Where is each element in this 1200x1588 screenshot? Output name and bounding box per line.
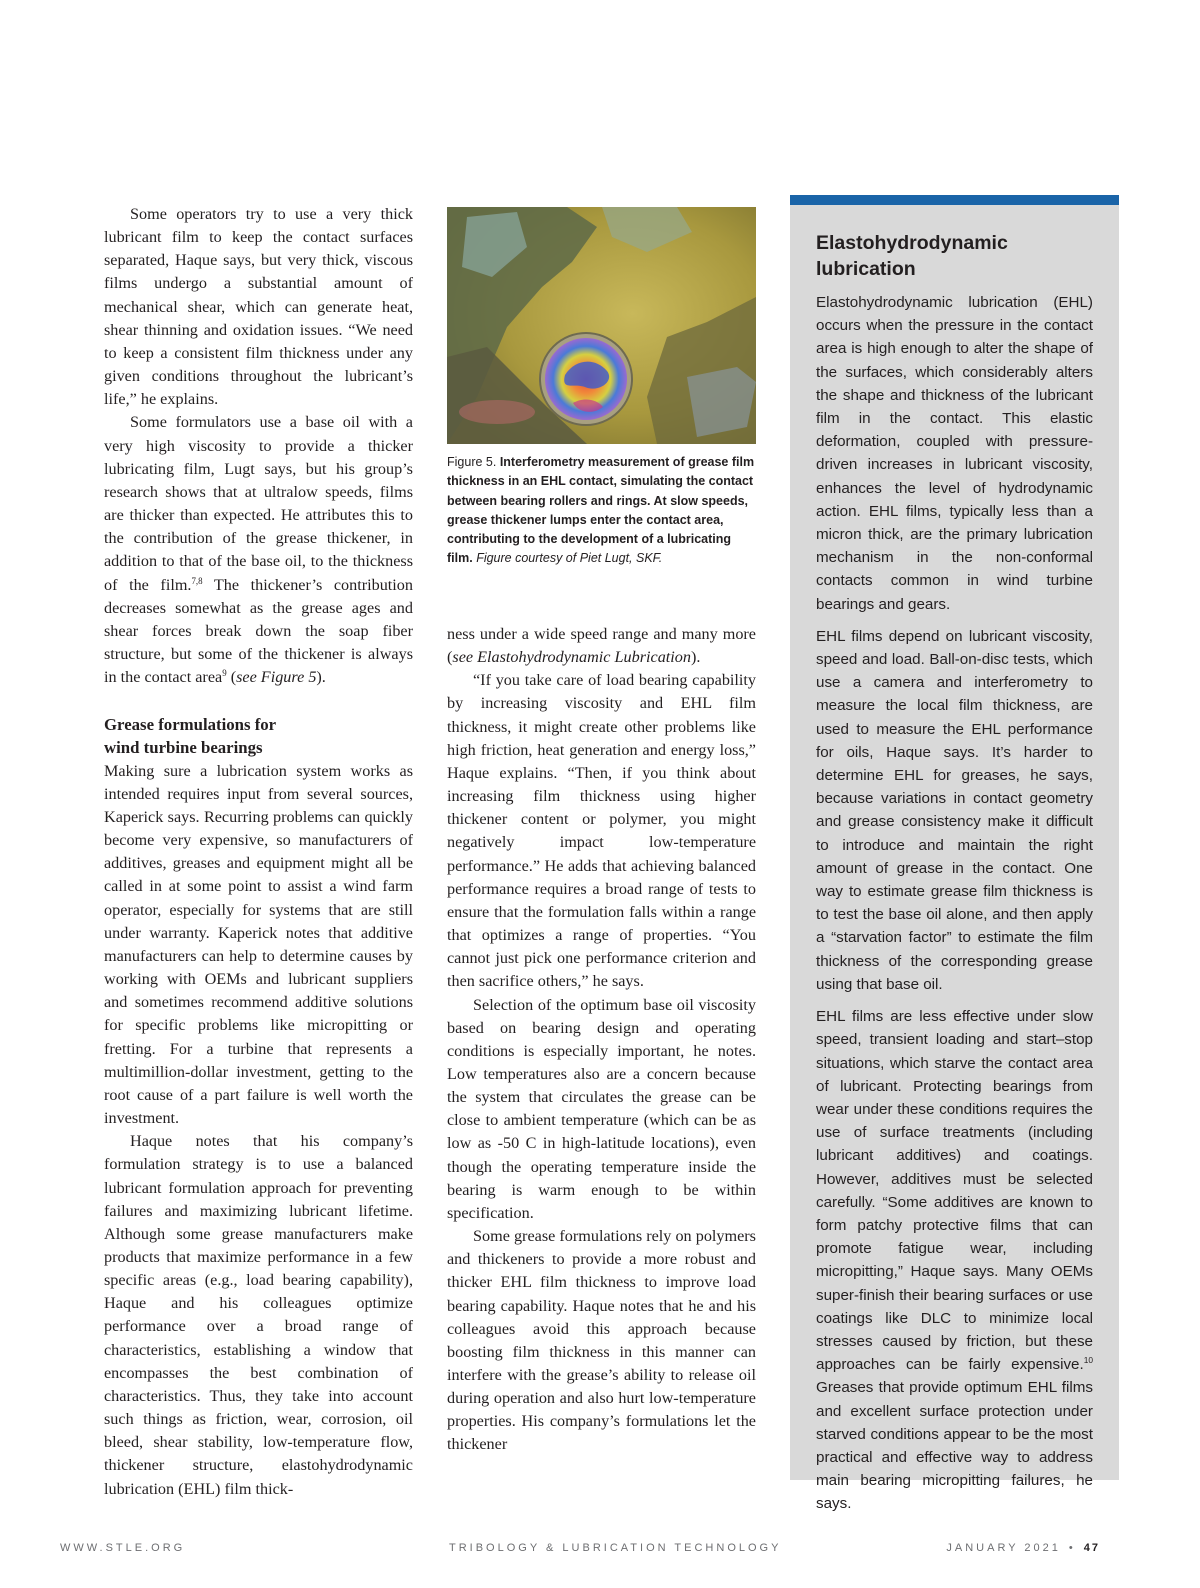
footer-date: JANUARY 2021 [946,1542,1061,1554]
body-paragraph: ness under a wide speed range and many more (see Elastohydrodynamic Lubrication). [447,625,756,667]
footer-separator: • [1068,1542,1076,1554]
body-paragraph: Selection of the optimum base oil viscosity based on bearing design and operating conditions is especially important, he notes. Low temperatures also are a concern because the system that circulates the grease can be close to ambient temperature (which can be as low as -50 C in high-latitude locations), even though the operating temperature inside the bearing is warm enough to be within specification. [447,995,756,1222]
body-paragraph: Haque notes that his company’s formulation strategy is to use a balanced lubricant formulation approach for preventing failures and maximizing lubricant lifetime. Although some grease manufacturers make products that maximize performance in a few specific areas (e.g., load bearing capability), Haque and his colleagues optimize performance over a broad range of characteristics, establishing a window that encompasses the best combination of characteristics. Thus, they take into account such things as friction, wear, corrosion, oil bleed, shear stability, low-temperature flow, thickener structure, elastohydrodynamic lubrication (EHL) film thick- [104,1132,413,1498]
sidebar-reference: see Elastohydrodynamic Lubrication [452,648,691,667]
body-paragraph: Some grease formulations rely on polymers and thickeners to provide a more robust and thicker EHL film thickness to improve load bearing capability. Haque notes that he and his colleagues avoid this approach because boosting film thickness in this manner can interfere with the grease’s ability to release oil during operation and also hurt low-temperature properties. His company’s formulations let the thickener [447,1227,756,1454]
page-number: 47 [1083,1542,1100,1554]
body-paragraph: Making sure a lubrication system works as intended requires input from several sources, Kaperick says. Recurring problems can quickly become very expensive, so manufacturers of additives, greases and equipment might all be called in at some point to assist a wind farm operator, especially for systems that are still under warranty. Kaperick notes that additive manufacturers can help to determine causes by working with OEMs and lubricant suppliers and sometimes recommend additive solutions for specific problems like micropitting or fretting. For a turbine that represents a multimillion-dollar investment, getting to the root cause of a part failure is well worth the investment. [104,761,413,1128]
sidebar-paragraph: EHL films are less effective under slow speed, transient loading and start–stop situations, which starve the contact area of lubricant. Protecting bearings from wear under these conditions requires the use of surface treatments (including lubricant additives) and coatings. However, additives must be selected carefully. “Some additives are known to form patchy protective films that can promote fatigue wear, including micropitting,” Haque says. Many OEMs super-finish their bearing surfaces or use coatings like DLC to minimize local stresses caused by friction, but these approaches can be fairly expensive.$^{10}$ Greases that provide optimum EHL films and excellent surface protection under starved conditions appear to be the most practical and effective way to address main bearing micropitting failures, he says. [816,1008,1093,1513]
figure-5-image [447,207,756,444]
figure-reference: see Figure 5 [236,668,317,687]
body-paragraph: Some operators try to use a very thick lubricant film to keep the contact surfaces separated, Haque says, but very thick, viscous films undergo a substantial amount of mechanical shear, which can generate heat, shear thinning and oxidation issues. “We need to keep a consistent film thickness under any given conditions throughout the lubricant’s life,” he explains. [104,205,413,409]
ehl-sidebar [790,195,1119,1513]
article-column-2 [447,623,756,1457]
body-paragraph: Some formulators use a base oil with a very high viscosity to provide a thicker lubricating film, Lugt says, but his group’s research shows that at ultralow speeds, films are thicker than expected. He attributes this to the contribution of the grease thickener, in addition to that of the base oil, to the thickness of the film.$^{7,8}$ The thickener’s contribution decreases somewhat as the grease ages and shear forces break down the soap fiber structure, but some of the thickener is always in the contact area$^9$ (see Figure 5). [104,413,413,687]
citation: 10 [1083,1355,1093,1366]
interferometry-image [447,207,756,444]
footer-website: WWW.STLE.ORG [60,1542,186,1554]
sidebar-paragraph: EHL films depend on lubricant viscosity, speed and load. Ball-on-disc tests, which use a camera and interferometry to measure the local film thickness, are used to measure the EHL performance for oils, Haque says. It’s harder to determine EHL for greases, he says, because variations in contact geometry and grease consistency make it difficult to introduce and maintain the right amount of grease in the contact. One way to estimate grease film thickness is to test the base oil alone, and then apply a “starvation factor” to estimate the film thickness of the corresponding grease using that base oil. [816,627,1093,993]
footer-date-page [946,1542,1100,1554]
footer-publication: TRIBOLOGY & LUBRICATION TECHNOLOGY [449,1542,782,1554]
section-heading: Grease formulations for wind turbine bearings [104,715,277,758]
article-column-1 [104,203,413,1501]
sidebar-paragraph: Elastohydrodynamic lubrication (EHL) occurs when the pressure in the contact area is high enough to alter the shape of the surfaces, which considerably alters the shape and thickness of the lubricant film in the contact. This elastic deformation, coupled with pressure-driven increases in lubricant viscosity, enhances the level of hydrodynamic action. EHL films, typically less than a micron thick, are the primary lubrication mechanism in the non-conformal contacts common in wind turbine bearings and gears. [816,294,1093,613]
sidebar-title: Elastohydrodynamic lubrication [816,232,1008,280]
citation: 9 [222,667,227,678]
citation: 7,8 [191,575,203,586]
body-paragraph: “If you take care of load bearing capability by increasing viscosity and EHL film thickness, it might create other problems like high friction, heat generation and energy loss,” Haque explains. “Then, if you think about increasing film thickness using higher thickener content or polymer, you might negatively impact low-temperature performance.” He adds that achieving balanced performance requires a broad range of tests to ensure that the formulation falls within a range that optimizes a range of properties. “You cannot just pick one performance criterion and then sacrifice others,” he says. [447,671,756,991]
figure-caption: Figure 5. Interferometry measurement of grease film thickness in an EHL contact, simulating the contact between bearing rollers and rings. At slow speeds, grease thickener lumps enter the contact area, contributing to the development of a lubricating film. Figure courtesy of Piet Lugt, SKF. [447,455,755,566]
